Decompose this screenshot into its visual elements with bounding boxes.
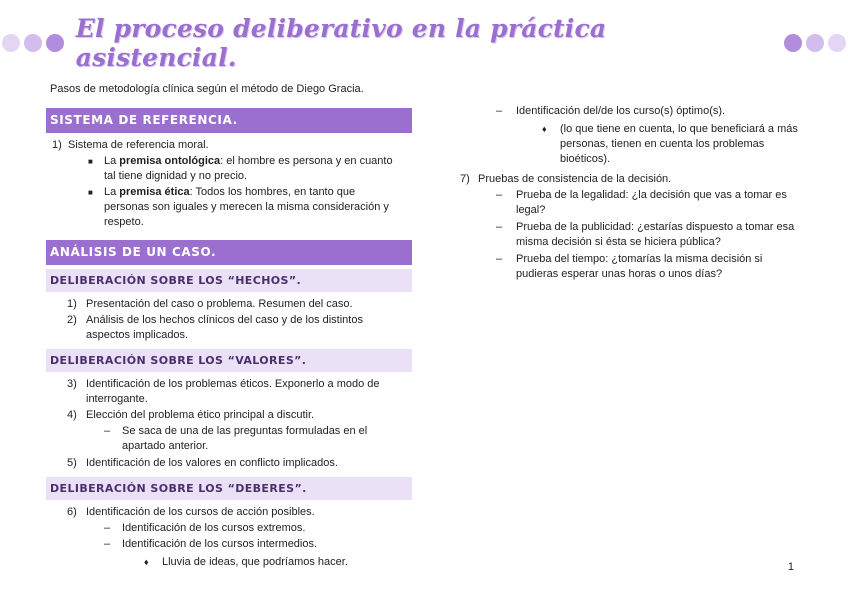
bold-term: premisa ética <box>119 186 190 198</box>
list-item: ♦ (lo que tiene en cuenta, lo que beneficiará a más personas, tienen en cuenta los problemas bioéticos). <box>542 123 798 165</box>
list-item <box>46 138 412 153</box>
decor-dot <box>784 34 802 52</box>
list-item: – Identificación de los cursos intermedios. <box>104 538 318 550</box>
list-item: 1) Presentación del caso o problema. Resumen del caso. <box>67 298 353 310</box>
list-item: ■ La premisa ontológica: el hombre es persona y en cuanto tal tiene dignidad y no precio. <box>88 155 393 182</box>
bold-term: premisa ontológica <box>119 155 221 167</box>
list-item: 5) Identificación de los valores en conflicto implicados. <box>67 457 338 469</box>
decor-dot <box>2 34 20 52</box>
list-item: 2) Análisis de los hechos clínicos del caso y de los distintos aspectos implicados. <box>67 314 363 341</box>
list-item: – Se saca de una de las preguntas formuladas en el apartado anterior. <box>104 425 368 452</box>
section-heading-referencia: SISTEMA DE REFERENCIA. <box>46 108 412 133</box>
subheading-valores: DELIBERACIÓN SOBRE LOS “VALORES”. <box>46 349 412 372</box>
list-item: – Identificación de los cursos extremos. <box>104 522 306 534</box>
decor-dot <box>828 34 846 52</box>
list-item: 3) Identificación de los problemas éticos. Exponerlo a modo de interrogante. <box>67 378 380 405</box>
intro-text: Pasos de metodología clínica según el método de Diego Gracia. <box>50 83 364 95</box>
list-item: 7) Pruebas de consistencia de la decisión. <box>460 173 672 185</box>
decor-dot <box>806 34 824 52</box>
list-item: – Identificación del/de los curso(s) óptimo(s). <box>496 105 726 117</box>
list-item: ■ La premisa ética: Todos los hombres, en tanto que personas son iguales y merecen la misma consideración y respeto. <box>88 186 389 228</box>
subheading-hechos: DELIBERACIÓN SOBRE LOS “HECHOS”. <box>46 269 412 292</box>
decor-dot <box>46 34 64 52</box>
item-number: 1) <box>52 139 62 151</box>
item-text: Sistema de referencia moral. <box>68 139 209 151</box>
list-item: – Prueba de la legalidad: ¿la decisión que vas a tomar es legal? <box>496 189 787 216</box>
left-column <box>46 108 412 570</box>
page-title: El proceso deliberativo en la práctica asistencial. <box>75 14 607 72</box>
title-row <box>0 14 848 72</box>
list-item: 6) Identificación de los cursos de acción posibles. <box>67 506 315 518</box>
page-number: 1 <box>787 561 794 573</box>
decor-dot <box>24 34 42 52</box>
list-item: 4) Elección del problema ético principal a discutir. <box>67 409 315 421</box>
section-heading-analisis: ANÁLISIS DE UN CASO. <box>46 240 412 265</box>
list-item: – Prueba de la publicidad: ¿estarías dispuesto a tomar esa misma decisión si ésta se hiciera pública? <box>496 221 795 248</box>
subheading-deberes: DELIBERACIÓN SOBRE LOS “DEBERES”. <box>46 477 412 500</box>
list-item: – Prueba del tiempo: ¿tomarías la misma decisión si pudieras esperar unas horas o unos días? <box>496 253 763 280</box>
right-column <box>462 104 802 282</box>
list-item: ♦ Lluvia de ideas, que podríamos hacer. <box>144 556 348 568</box>
